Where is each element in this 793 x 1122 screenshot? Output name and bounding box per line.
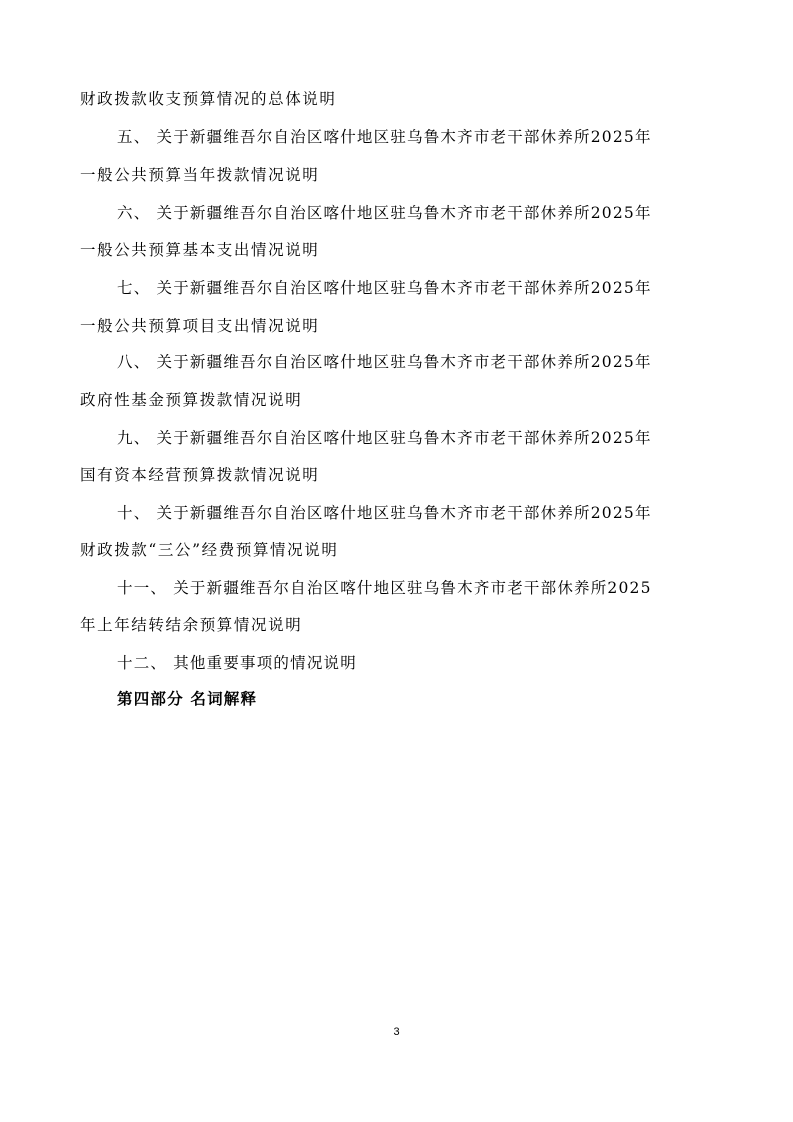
toc-item-7-continued: 一般公共预算项目支出情况说明 xyxy=(80,317,320,335)
toc-item-11-continued: 年上年结转结余预算情况说明 xyxy=(80,616,303,634)
toc-item-8-continued: 政府性基金预算拨款情况说明 xyxy=(80,391,303,409)
page-number: 3 xyxy=(393,1026,400,1038)
toc-item-9-continued: 国有资本经营预算拨款情况说明 xyxy=(80,466,320,484)
toc-item-5: 五、 关于新疆维吾尔自治区喀什地区驻乌鲁木齐市老干部休养所2025年 xyxy=(117,128,652,146)
toc-item-9: 九、 关于新疆维吾尔自治区喀什地区驻乌鲁木齐市老干部休养所2025年 xyxy=(117,429,652,447)
toc-item-6: 六、 关于新疆维吾尔自治区喀什地区驻乌鲁木齐市老干部休养所2025年 xyxy=(117,204,652,222)
toc-item-6-continued: 一般公共预算基本支出情况说明 xyxy=(80,241,320,259)
section-heading: 第四部分 名词解释 xyxy=(117,690,258,708)
toc-line-1-continued: 财政拨款收支预算情况的总体说明 xyxy=(80,90,337,108)
toc-item-12: 十二、 其他重要事项的情况说明 xyxy=(117,654,357,672)
toc-item-10: 十、 关于新疆维吾尔自治区喀什地区驻乌鲁木齐市老干部休养所2025年 xyxy=(117,504,652,522)
toc-item-5-continued: 一般公共预算当年拨款情况说明 xyxy=(80,166,320,184)
toc-item-10-continued: 财政拨款“三公”经费预算情况说明 xyxy=(80,541,339,559)
toc-item-11: 十一、 关于新疆维吾尔自治区喀什地区驻乌鲁木齐市老干部休养所2025 xyxy=(117,579,652,597)
toc-item-8: 八、 关于新疆维吾尔自治区喀什地区驻乌鲁木齐市老干部休养所2025年 xyxy=(117,353,652,371)
toc-item-7: 七、 关于新疆维吾尔自治区喀什地区驻乌鲁木齐市老干部休养所2025年 xyxy=(117,279,652,297)
